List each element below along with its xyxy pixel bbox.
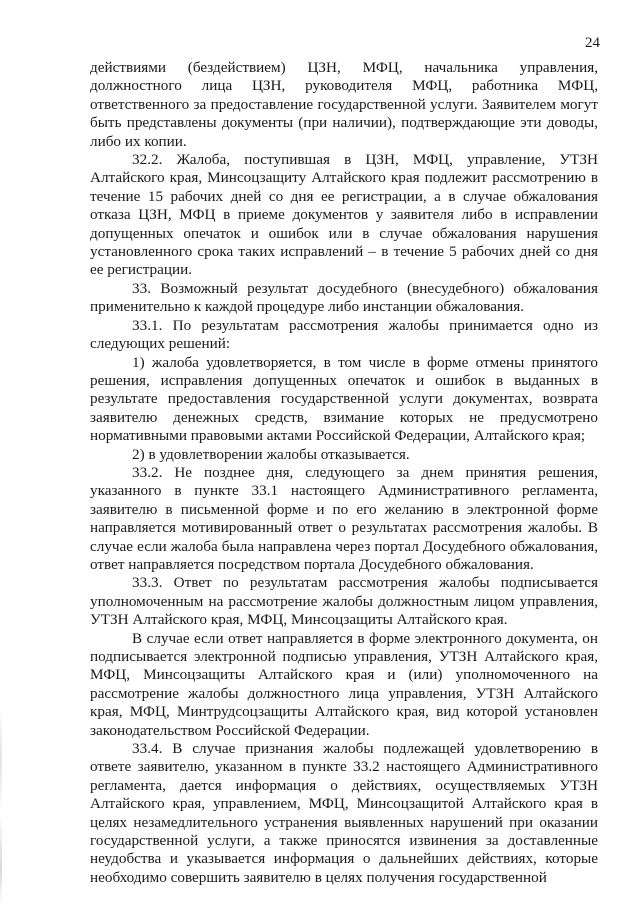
list-item-complaint-refused: 2) в удовлетворении жалобы отказывается.	[132, 445, 410, 463]
paragraph-33-1: 33.1. По результатам рассмотрения жалобы принимается одно из следующих решений:	[90, 316, 598, 353]
document-body	[90, 59, 598, 887]
paragraph-complaint-grounds-continued: действиями (бездействием) ЦЗН, МФЦ, начальника управления, должностного лица ЦЗН, руководителя МФЦ, работника МФЦ, ответственного за предоставление государственной услуги. Заявителем могут быть представлены документы (при наличии), подтверждающие эти доводы, либо их копии.	[90, 59, 598, 150]
paragraph-33-4: 33.4. В случае признания жалобы подлежащей удовлетворению в ответе заявителю, указанном в пункте 33.2 настоящего Административного регламента, дается информация о действиях, осуществляемых УТЗН Алтайского края, управлением, МФЦ, Минсоцзащитой Алтайского края в целях незамедлительного устранения выявленных нарушений при оказании государственной услуги, а также приносятся извинения за доставленные неудобства и указывается информация о дальнейших действиях, которые необходимо совершить заявителю в целях получения государственной	[90, 740, 598, 886]
paragraph-33-3: 33.3. Ответ по результатам рассмотрения жалобы подписывается уполномоченным на рассмотрение жалобы должностным лицом управления, УТЗН Алтайского края, МФЦ, Минсоцзащиты Алтайского края.	[90, 574, 598, 629]
paragraph-33: 33. Возможный результат досудебного (внесудебного) обжалования применительно к каждой процедуре либо инстанции обжалования.	[90, 279, 598, 316]
paragraph-32-2: 32.2. Жалоба, поступившая в ЦЗН, МФЦ, управление, УТЗН Алтайского края, Минсоцзащиту Алтайского края подлежит рассмотрению в течение 15 рабочих дней со дня ее регистрации, а в случае обжалования отказа ЦЗН, МФЦ в приеме документов у заявителя либо в исправлении допущенных опечаток и ошибок или в случае обжалования нарушения установленного срока таких исправлений – в течение 5 рабочих дней со дня ее регистрации.	[90, 151, 598, 279]
scan-edge-artifact	[0, 0, 2, 905]
list-item-complaint-satisfied: 1) жалоба удовлетворяется, в том числе в форме отмены принятого решения, исправления допущенных опечаток и ошибок в выданных в результате предоставления государственной услуги документах, возврата заявителю денежных средств, взимание которых не предусмотрено нормативными правовыми актами Российской Федерации, Алтайского края;	[90, 353, 598, 445]
paragraph-electronic-response: В случае если ответ направляется в форме электронного документа, он подписывается электронной подписью управления, УТЗН Алтайского края, МФЦ, Минсоцзащиты Алтайского края и (или) уполномоченного на рассмотрение жалобы должностного лица управления, УТЗН Алтайского края, МФЦ, Минтрудсоцзащиты Алтайского края, вид которой установлен законодательством Российской Федерации.	[90, 629, 598, 739]
paragraph-33-2: 33.2. Не позднее дня, следующего за днем принятия решения, указанного в пункте 33.1 настоящего Административного регламента, заявителю в письменной форме и по его желанию в электронной форме направляется мотивированный ответ о результатах рассмотрения жалобы. В случае если жалоба была направлена через портал Досудебного обжалования, ответ направляется посредством портала Досудебного обжалования.	[90, 463, 598, 573]
page-number: 24	[585, 35, 600, 51]
